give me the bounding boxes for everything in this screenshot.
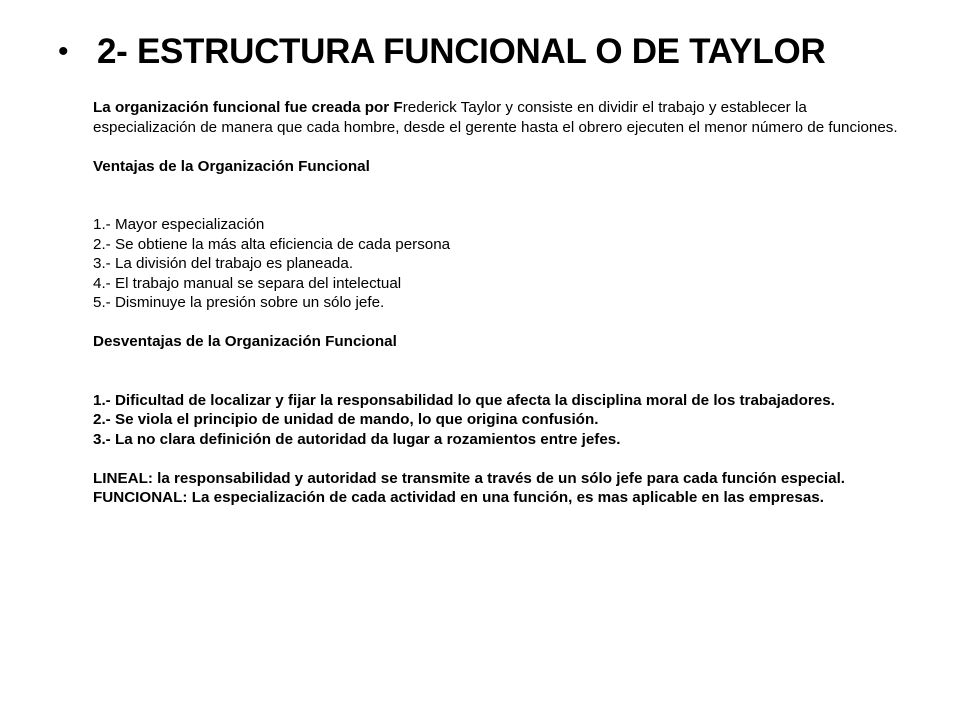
definition-lineal: LINEAL: la responsabilidad y autoridad se transmite a través de un sólo jefe para cada función especial. — [93, 469, 846, 487]
spacer — [93, 352, 913, 391]
advantage-item: 2.- Se obtiene la más alta eficiencia de cada persona — [93, 235, 451, 253]
intro-text: rederick Taylor y consiste en dividir el trabajo y establecer la especialización de manera que cada hombre, desde el gerente hasta el obrero ejecuten el menor número de funciones. — [93, 99, 898, 136]
definition-funcional: FUNCIONAL: La especialización de cada actividad en una función, es mas aplicable en las empresas. — [93, 489, 824, 506]
title-bullet: • — [58, 35, 69, 68]
advantage-item: 5.- Disminuye la presión sobre un sólo jefe. — [93, 294, 385, 311]
slide-title: 2- ESTRUCTURA FUNCIONAL O DE TAYLOR — [97, 32, 826, 71]
advantage-item: 4.- El trabajo manual se separa del intelectual — [93, 274, 402, 292]
disadvantage-item: 2.- Se viola el principio de unidad de mando, lo que origina confusión. — [93, 411, 599, 428]
advantages-list — [93, 215, 913, 313]
spacer — [93, 313, 913, 333]
disadvantages-list — [93, 391, 913, 450]
spacer — [93, 449, 913, 469]
disadvantages-heading: Desventajas de la Organización Funcional — [93, 333, 397, 350]
disadvantage-item: 1.- Dificultad de localizar y fijar la responsabilidad lo que afecta la disciplina moral de los trabajadores. — [93, 391, 835, 409]
intro-paragraph — [93, 98, 913, 137]
intro-bold-text: La organización funcional fue creada por F — [93, 99, 403, 116]
spacer — [93, 176, 913, 215]
disadvantage-item: 3.- La no clara definición de autoridad da lugar a rozamientos entre jefes. — [93, 430, 621, 448]
advantage-item: 1.- Mayor especialización — [93, 216, 265, 233]
slide-body — [93, 98, 913, 508]
advantages-heading: Ventajas de la Organización Funcional — [93, 157, 370, 175]
advantage-item: 3.- La división del trabajo es planeada. — [93, 255, 354, 272]
spacer — [93, 137, 913, 157]
